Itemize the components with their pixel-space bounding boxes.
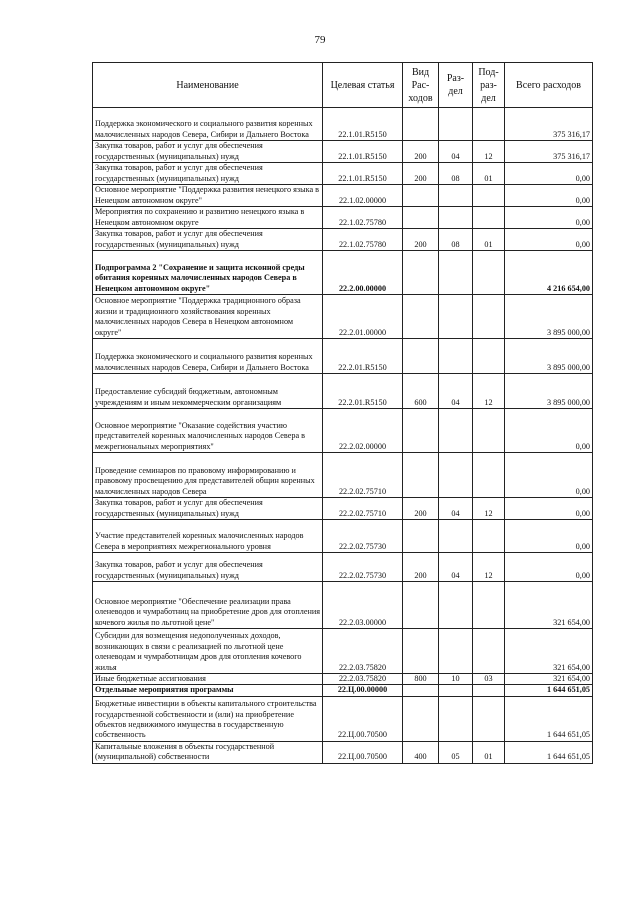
header-total: Всего расходов (505, 63, 593, 108)
cell-section: 04 (439, 498, 473, 520)
cell-total: 3 895 000,00 (505, 295, 593, 339)
cell-name: Иные бюджетные ассигнования (93, 674, 323, 685)
table-header-row (93, 63, 593, 108)
cell-target-article: 22.2.02.75730 (323, 520, 403, 553)
cell-expense-type (403, 453, 439, 498)
cell-name: Основное мероприятие "Поддержка развития ненецкого языка в Ненецком автономном округе" (93, 185, 323, 207)
cell-subsection (473, 409, 505, 453)
cell-subsection: 03 (473, 674, 505, 685)
cell-subsection: 12 (473, 141, 505, 163)
cell-section: 10 (439, 674, 473, 685)
cell-total: 375 316,17 (505, 141, 593, 163)
cell-section (439, 409, 473, 453)
cell-expense-type: 200 (403, 498, 439, 520)
cell-subsection (473, 685, 505, 696)
cell-total: 0,00 (505, 453, 593, 498)
cell-expense-type (403, 629, 439, 674)
cell-section (439, 582, 473, 629)
cell-target-article: 22.1.02.75780 (323, 207, 403, 229)
cell-target-article: 22.1.02.75780 (323, 229, 403, 251)
cell-name: Бюджетные инвестиции в объекты капитального строительства государственной собственности и (или) на приобретение объектов недвижимого имущества в государственную собственность (93, 696, 323, 741)
cell-expense-type: 200 (403, 163, 439, 185)
table-row (93, 582, 593, 629)
table-row (93, 185, 593, 207)
cell-section: 04 (439, 553, 473, 582)
cell-name: Подпрограмма 2 "Сохранение и защита исконной среды обитания коренных малочисленных народов Севера в Ненецком автономном округе" (93, 251, 323, 295)
cell-target-article: 22.Ц.00.00000 (323, 685, 403, 696)
cell-name: Проведение семинаров по правовому информированию и правовому просвещению для представителей общин коренных малочисленных народов Севера (93, 453, 323, 498)
cell-subsection: 12 (473, 553, 505, 582)
cell-target-article: 22.2.03.75820 (323, 629, 403, 674)
table-row (93, 374, 593, 409)
cell-section (439, 629, 473, 674)
cell-subsection: 12 (473, 374, 505, 409)
table-row (93, 685, 593, 696)
table-row (93, 498, 593, 520)
cell-subsection (473, 251, 505, 295)
cell-subsection (473, 520, 505, 553)
cell-target-article: 22.2.02.00000 (323, 409, 403, 453)
cell-section (439, 685, 473, 696)
cell-target-article: 22.2.02.75710 (323, 498, 403, 520)
cell-target-article: 22.2.02.75730 (323, 553, 403, 582)
cell-expense-type (403, 582, 439, 629)
cell-name: Субсидии для возмещения недополученных доходов, возникающих в связи с реализацией по льготной цене оленеводам и чумработницам дров для отопления кочевого жилья (93, 629, 323, 674)
cell-expense-type: 600 (403, 374, 439, 409)
header-expense-type: Вид Рас-ходов (403, 63, 439, 108)
cell-target-article: 22.Ц.00.70500 (323, 696, 403, 741)
cell-target-article: 22.2.00.00000 (323, 251, 403, 295)
cell-total: 0,00 (505, 163, 593, 185)
page-number: 79 (314, 34, 326, 46)
cell-section (439, 453, 473, 498)
budget-table (92, 62, 593, 764)
table-row (93, 339, 593, 374)
cell-target-article: 22.2.03.75820 (323, 674, 403, 685)
cell-name: Закупка товаров, работ и услуг для обеспечения государственных (муниципальных) нужд (93, 163, 323, 185)
cell-name: Закупка товаров, работ и услуг для обеспечения государственных (муниципальных) нужд (93, 553, 323, 582)
cell-subsection (473, 453, 505, 498)
cell-total: 1 644 651,05 (505, 685, 593, 696)
cell-name: Поддержка экономического и социального развития коренных малочисленных народов Севера, Сибири и Дальнего Востока (93, 108, 323, 141)
table-row (93, 108, 593, 141)
cell-subsection: 01 (473, 163, 505, 185)
cell-section (439, 696, 473, 741)
header-subsection: Под-раз-дел (473, 63, 505, 108)
cell-expense-type (403, 251, 439, 295)
cell-expense-type (403, 520, 439, 553)
cell-name: Предоставление субсидий бюджетным, автономным учреждениям и иным некоммерческим организациям (93, 374, 323, 409)
cell-subsection (473, 582, 505, 629)
cell-section (439, 251, 473, 295)
cell-name: Основное мероприятие "Обеспечение реализации права оленеводов и чумработниц на приобретение дров для отопления кочевого жилья по льготной цене" (93, 582, 323, 629)
cell-target-article: 22.Ц.00.70500 (323, 741, 403, 763)
cell-expense-type: 200 (403, 229, 439, 251)
cell-section (439, 185, 473, 207)
table-row (93, 207, 593, 229)
cell-expense-type (403, 409, 439, 453)
cell-name: Участие представителей коренных малочисленных народов Севера в мероприятиях межрегионального уровня (93, 520, 323, 553)
cell-total: 1 644 651,05 (505, 741, 593, 763)
cell-total: 0,00 (505, 409, 593, 453)
table-row (93, 409, 593, 453)
cell-section: 04 (439, 141, 473, 163)
cell-target-article: 22.2.01.R5150 (323, 339, 403, 374)
cell-section (439, 520, 473, 553)
cell-name: Закупка товаров, работ и услуг для обеспечения государственных (муниципальных) нужд (93, 229, 323, 251)
cell-total: 4 216 654,00 (505, 251, 593, 295)
cell-expense-type: 200 (403, 553, 439, 582)
cell-name: Закупка товаров, работ и услуг для обеспечения государственных (муниципальных) нужд (93, 498, 323, 520)
table-row (93, 741, 593, 763)
cell-subsection: 01 (473, 741, 505, 763)
cell-total: 0,00 (505, 229, 593, 251)
table-row (93, 141, 593, 163)
cell-section (439, 108, 473, 141)
table-row (93, 295, 593, 339)
cell-expense-type: 200 (403, 141, 439, 163)
cell-name: Закупка товаров, работ и услуг для обеспечения государственных (муниципальных) нужд (93, 141, 323, 163)
table-row (93, 553, 593, 582)
header-name: Наименование (93, 63, 323, 108)
cell-expense-type (403, 295, 439, 339)
header-target-article: Целевая статья (323, 63, 403, 108)
cell-total: 0,00 (505, 553, 593, 582)
cell-expense-type: 400 (403, 741, 439, 763)
cell-target-article: 22.1.02.00000 (323, 185, 403, 207)
cell-target-article: 22.2.01.00000 (323, 295, 403, 339)
cell-expense-type (403, 185, 439, 207)
cell-total: 0,00 (505, 520, 593, 553)
cell-expense-type (403, 685, 439, 696)
cell-section: 04 (439, 374, 473, 409)
cell-name: Отдельные мероприятия программы (93, 685, 323, 696)
cell-subsection: 12 (473, 498, 505, 520)
cell-target-article: 22.1.01.R5150 (323, 163, 403, 185)
cell-subsection: 01 (473, 229, 505, 251)
cell-total: 375 316,17 (505, 108, 593, 141)
cell-expense-type (403, 696, 439, 741)
cell-subsection (473, 108, 505, 141)
cell-section (439, 339, 473, 374)
table-row (93, 163, 593, 185)
cell-subsection (473, 339, 505, 374)
table-row (93, 453, 593, 498)
cell-total: 321 654,00 (505, 674, 593, 685)
header-section: Раз-дел (439, 63, 473, 108)
cell-expense-type (403, 339, 439, 374)
cell-target-article: 22.2.01.R5150 (323, 374, 403, 409)
cell-name: Мероприятия по сохранению и развитию ненецкого языка в Ненецком автономном округе (93, 207, 323, 229)
cell-section: 05 (439, 741, 473, 763)
cell-total: 3 895 000,00 (505, 374, 593, 409)
cell-subsection (473, 295, 505, 339)
table-row (93, 229, 593, 251)
cell-subsection (473, 185, 505, 207)
cell-section: 08 (439, 163, 473, 185)
cell-name: Поддержка экономического и социального развития коренных малочисленных народов Севера, Сибири и Дальнего Востока (93, 339, 323, 374)
cell-name: Капитальные вложения в объекты государственной (муниципальной) собственности (93, 741, 323, 763)
cell-total: 1 644 651,05 (505, 696, 593, 741)
cell-subsection (473, 696, 505, 741)
table-row (93, 520, 593, 553)
cell-name: Основное мероприятие "Оказание содействия участию представителей коренных малочисленных народов Севера в межрегиональных мероприятиях" (93, 409, 323, 453)
cell-target-article: 22.2.02.75710 (323, 453, 403, 498)
cell-target-article: 22.2.03.00000 (323, 582, 403, 629)
table-row (93, 674, 593, 685)
cell-subsection (473, 207, 505, 229)
cell-expense-type (403, 207, 439, 229)
cell-total: 0,00 (505, 207, 593, 229)
cell-subsection (473, 629, 505, 674)
cell-expense-type (403, 108, 439, 141)
cell-total: 321 654,00 (505, 629, 593, 674)
cell-total: 3 895 000,00 (505, 339, 593, 374)
cell-total: 0,00 (505, 185, 593, 207)
cell-section (439, 207, 473, 229)
cell-total: 0,00 (505, 498, 593, 520)
cell-section: 08 (439, 229, 473, 251)
cell-section (439, 295, 473, 339)
cell-target-article: 22.1.01.R5150 (323, 108, 403, 141)
cell-expense-type: 800 (403, 674, 439, 685)
table-row (93, 251, 593, 295)
table-row (93, 629, 593, 674)
table-row (93, 696, 593, 741)
cell-name: Основное мероприятие "Поддержка традиционного образа жизни и традиционного хозяйствования коренных малочисленных народов Севера в Ненецком автономном округе" (93, 295, 323, 339)
cell-target-article: 22.1.01.R5150 (323, 141, 403, 163)
cell-total: 321 654,00 (505, 582, 593, 629)
